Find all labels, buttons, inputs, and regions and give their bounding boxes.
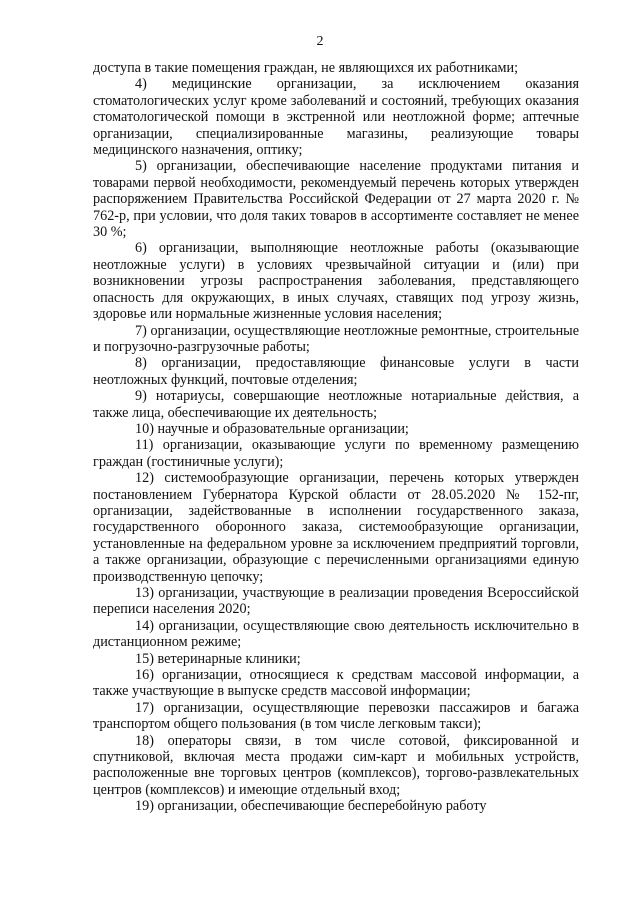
list-item-14: 14) организации, осуществляющие свою деятельность исключительно в дистанционном режиме; [93, 617, 579, 651]
list-item-15: 15) ветеринарные клиники; [135, 650, 301, 667]
document-body [93, 60, 579, 815]
list-item-13: 13) организации, участвующие в реализации проведения Всероссийской переписи населения 2020; [93, 585, 579, 618]
list-item-12: 12) системообразующие организации, перечень которых утвержден постановлением Губернатора Курской области от 28.05.2020 № 152-пг, организации, задействованные в исполнении государственного заказа, государственного оборонного заказа, системообразующие организации, установленные на федеральном уровне за исключением предприятий торговли, а также организации, образующие с перечисленными организациями единую производственную цепочку; [93, 470, 579, 585]
list-item-17: 17) организации, осуществляющие перевозки пассажиров и багажа транспортом общего пользования (в том числе легковым такси); [93, 699, 579, 733]
page-number: 2 [316, 34, 324, 49]
list-item-18: 18) операторы связи, в том числе сотовой, фиксированной и спутниковой, включая места продажи сим-карт и мобильных устройств, расположенные вне торговых центров (комплексов), торгово-развлекательных центров (комплексов) и имеющие отдельный вход; [93, 732, 579, 798]
list-item-11: 11) организации, оказывающие услуги по временному размещению граждан (гостиничные услуги); [93, 437, 579, 470]
list-item-8: 8) организации, предоставляющие финансовые услуги в части неотложных функций, почтовые отделения; [93, 355, 579, 388]
paragraph-continuation: доступа в такие помещения граждан, не являющихся их работниками; [93, 60, 519, 76]
list-item-16: 16) организации, относящиеся к средствам массовой информации, а также участвующие в выпуске средств массовой информации; [93, 667, 579, 700]
list-item-9: 9) нотариусы, совершающие неотложные нотариальные действия, а также лица, обеспечивающие их деятельность; [93, 388, 579, 421]
list-item-4: 4) медицинские организации, за исключением оказания стоматологических услуг кроме заболеваний и состояний, требующих оказания стоматологической помощи в экстренной или неотложной форме; аптечные организации, специализированные магазины, реализующие товары медицинского назначения, оптику; [93, 76, 579, 159]
list-item-10: 10) научные и образовательные организации; [135, 420, 409, 437]
list-item-6: 6) организации, выполняющие неотложные работы (оказывающие неотложные услуги) в условиях чрезвычайной ситуации и (или) при возникновении угрозы распространения заболевания, представляющего опасность для окружающих, в иных случаях, ставящих под угрозу жизнь, здоровье или нормальные жизненные условия населения; [93, 240, 579, 323]
list-item-19: 19) организации, обеспечивающие бесперебойную работу [135, 798, 487, 815]
list-item-5: 5) организации, обеспечивающие население продуктами питания и товарами первой необходимости, рекомендуемый перечень которых утвержден распоряжением Правительства Российской Федерации от 27 марта 2020 г. № 762-р, при условии, что доля таких товаров в ассортименте составляет не менее 30 %; [93, 158, 579, 241]
list-item-7: 7) организации, осуществляющие неотложные ремонтные, строительные и погрузочно-разгрузочные работы; [93, 322, 579, 355]
